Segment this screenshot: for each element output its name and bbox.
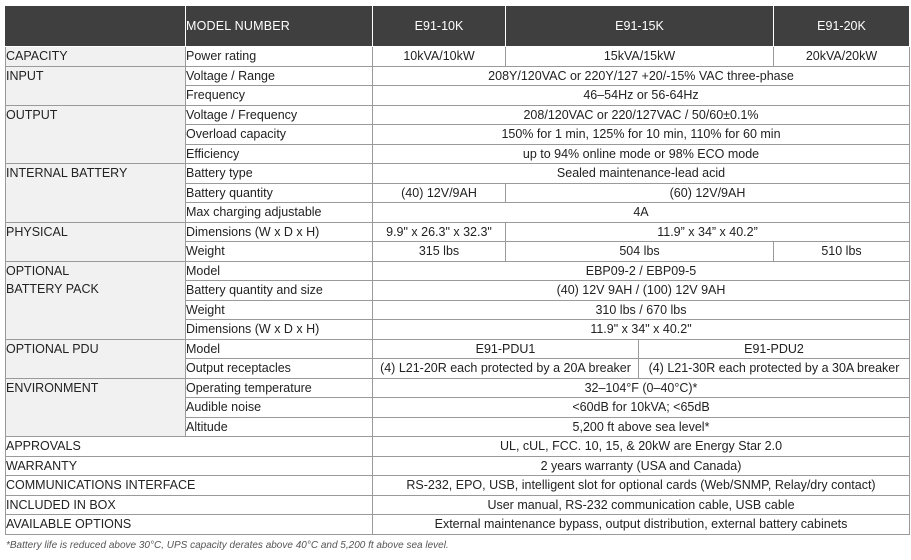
- physical-dimensions-row: [6, 222, 910, 242]
- value-power-20k: 20kVA/20kW: [774, 47, 910, 67]
- label-overload: Overload capacity: [186, 125, 373, 145]
- label-pdu-model: Model: [186, 339, 373, 359]
- header-row: [6, 6, 910, 47]
- label-output-voltage: Voltage / Frequency: [186, 105, 373, 125]
- header-model-10k: E91-10K: [373, 6, 506, 47]
- label-ebp-weight: Weight: [186, 300, 373, 320]
- label-ebp-model: Model: [186, 261, 373, 281]
- included-row: [6, 495, 910, 515]
- value-battery-quantity-10k: (40) 12V/9AH: [373, 183, 506, 203]
- label-output-receptacles: Output receptacles: [186, 359, 373, 379]
- warranty-row: [6, 456, 910, 476]
- value-weight-10k: 315 lbs: [373, 242, 506, 262]
- category-communications: COMMUNICATIONS INTERFACE: [6, 476, 373, 496]
- value-pdu-model-1: E91-PDU1: [373, 339, 639, 359]
- value-dimensions-10k: 9.9" x 26.3" x 32.3": [373, 222, 506, 242]
- category-input: INPUT: [6, 66, 186, 105]
- value-warranty: 2 years warranty (USA and Canada): [373, 456, 910, 476]
- label-dimensions: Dimensions (W x D x H): [186, 222, 373, 242]
- value-power-15k: 15kVA/15kW: [506, 47, 774, 67]
- label-operating-temperature: Operating temperature: [186, 378, 373, 398]
- value-dimensions-15-20k: 11.9” x 34” x 40.2”: [506, 222, 910, 242]
- value-ebp-weight: 310 lbs / 670 lbs: [373, 300, 910, 320]
- category-warranty: WARRANTY: [6, 456, 373, 476]
- header-model-15k: E91-15K: [506, 6, 774, 47]
- value-altitude: 5,200 ft above sea level*: [373, 417, 910, 437]
- label-input-voltage: Voltage / Range: [186, 66, 373, 86]
- value-max-charging: 4A: [373, 203, 910, 223]
- value-pdu-model-2: E91-PDU2: [639, 339, 910, 359]
- category-options: AVAILABLE OPTIONS: [6, 515, 373, 535]
- category-included: INCLUDED IN BOX: [6, 495, 373, 515]
- label-max-charging: Max charging adjustable: [186, 203, 373, 223]
- label-efficiency: Efficiency: [186, 144, 373, 164]
- value-approvals: UL, cUL, FCC. 10, 15, & 20kW are Energy Star 2.0: [373, 437, 910, 457]
- capacity-row: [6, 47, 910, 67]
- value-power-10k: 10kVA/10kW: [373, 47, 506, 67]
- env-temp-row: [6, 378, 910, 398]
- category-approvals: APPROVALS: [6, 437, 373, 457]
- value-options: External maintenance bypass, output distribution, external battery cabinets: [373, 515, 910, 535]
- label-altitude: Altitude: [186, 417, 373, 437]
- category-optional-battery-pack: [6, 261, 186, 339]
- header-model-20k: E91-20K: [774, 6, 910, 47]
- value-communications: RS-232, EPO, USB, intelligent slot for optional cards (Web/SNMP, Relay/dry contact): [373, 476, 910, 496]
- output-voltage-row: [6, 105, 910, 125]
- pdu-model-row: [6, 339, 910, 359]
- value-ebp-model: EBP09-2 / EBP09-5: [373, 261, 910, 281]
- label-battery-type: Battery type: [186, 164, 373, 184]
- value-input-frequency: 46–54Hz or 56-64Hz: [373, 86, 910, 106]
- label-ebp-quantity: Battery quantity and size: [186, 281, 373, 301]
- category-physical: PHYSICAL: [6, 222, 186, 261]
- value-output-voltage: 208/120VAC or 220/127VAC / 50/60±0.1%: [373, 105, 910, 125]
- communications-row: [6, 476, 910, 496]
- input-voltage-row: [6, 66, 910, 86]
- value-battery-quantity-15-20k: (60) 12V/9AH: [506, 183, 910, 203]
- value-weight-20k: 510 lbs: [774, 242, 910, 262]
- value-efficiency: up to 94% online mode or 98% ECO mode: [373, 144, 910, 164]
- header-blank: [6, 6, 186, 47]
- label-weight: Weight: [186, 242, 373, 262]
- header-model-number: MODEL NUMBER: [186, 6, 373, 47]
- category-optional-pdu: OPTIONAL PDU: [6, 339, 186, 378]
- category-internal-battery: INTERNAL BATTERY: [6, 164, 186, 223]
- label-ebp-dimensions: Dimensions (W x D x H): [186, 320, 373, 340]
- options-row: [6, 515, 910, 535]
- category-optional-battery-pack-line1: OPTIONAL: [6, 263, 70, 278]
- value-input-voltage: 208Y/120VAC or 220Y/127 +20/-15% VAC three-phase: [373, 66, 910, 86]
- value-battery-type: Sealed maintenance-lead acid: [373, 164, 910, 184]
- category-output: OUTPUT: [6, 105, 186, 164]
- value-receptacles-2: (4) L21-30R each protected by a 30A breaker: [639, 359, 910, 379]
- spec-table: [5, 5, 910, 535]
- label-input-frequency: Frequency: [186, 86, 373, 106]
- battery-type-row: [6, 164, 910, 184]
- value-receptacles-1: (4) L21-20R each protected by a 20A breaker: [373, 359, 639, 379]
- ebp-model-row: [6, 261, 910, 281]
- category-environment: ENVIRONMENT: [6, 378, 186, 437]
- value-operating-temperature: 32–104°F (0–40°C)*: [373, 378, 910, 398]
- label-power-rating: Power rating: [186, 47, 373, 67]
- value-included: User manual, RS-232 communication cable, USB cable: [373, 495, 910, 515]
- value-ebp-dimensions: 11.9" x 34" x 40.2": [373, 320, 910, 340]
- approvals-row: [6, 437, 910, 457]
- category-optional-battery-pack-line2: BATTERY PACK: [6, 281, 99, 296]
- value-weight-15k: 504 lbs: [506, 242, 774, 262]
- footnote: *Battery life is reduced above 30°C, UPS capacity derates above 40°C and 5,200 ft above sea level.: [6, 540, 449, 551]
- value-audible-noise: <60dB for 10kVA; <65dB: [373, 398, 910, 418]
- category-capacity: CAPACITY: [6, 47, 186, 67]
- value-overload: 150% for 1 min, 125% for 10 min, 110% for 60 min: [373, 125, 910, 145]
- label-battery-quantity: Battery quantity: [186, 183, 373, 203]
- label-audible-noise: Audible noise: [186, 398, 373, 418]
- value-ebp-quantity: (40) 12V 9AH / (100) 12V 9AH: [373, 281, 910, 301]
